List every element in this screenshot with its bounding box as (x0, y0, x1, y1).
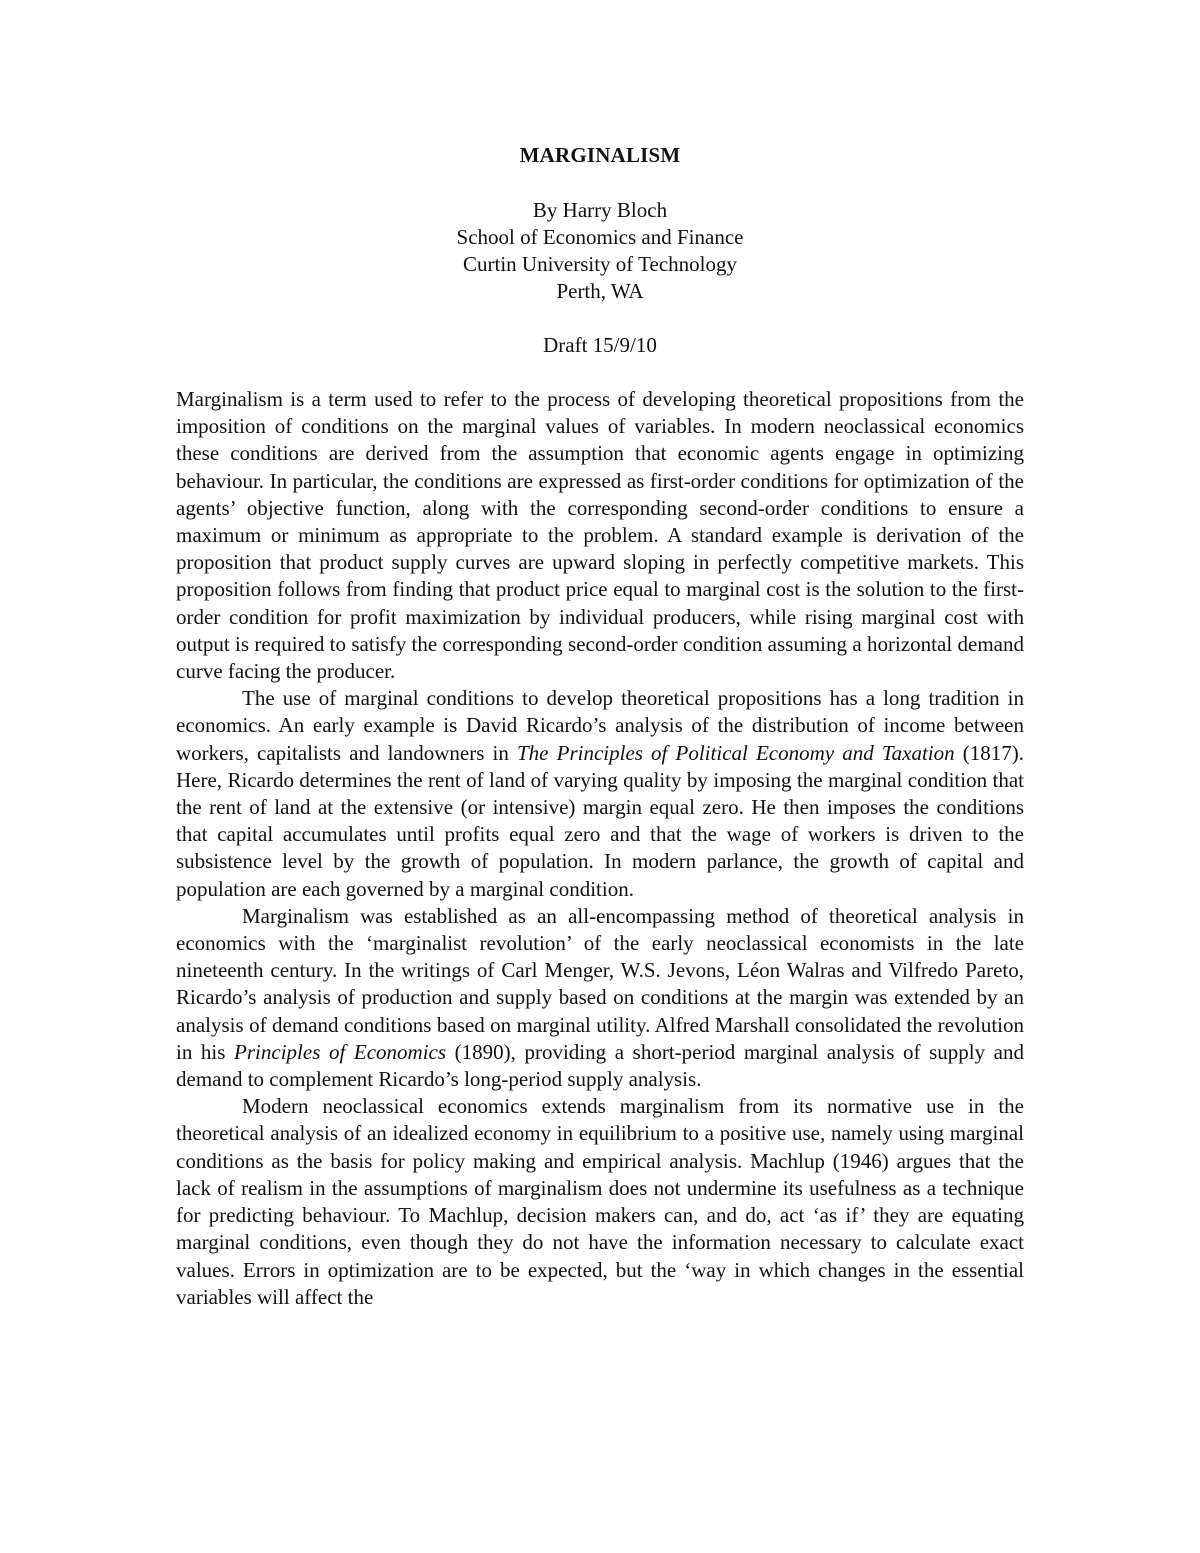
document-body (176, 386, 1024, 1311)
author-name: By Harry Bloch (532, 198, 668, 222)
paragraph-3 (176, 903, 1024, 1093)
paragraph-3-text-a: Marginalism was established as an all-encompassing method of theoretical analysis in economics with the ‘marginalist revolution’ of the early neoclassical economists in the late nineteenth century. In the writings of Carl Menger, W.S. Jevons, Léon Walras and Vilfredo Pareto, Ricardo’s analysis of production and supply based on conditions at the margin was extended by an analysis of demand conditions based on marginal utility. Alfred Marshall consolidated the revolution in his (176, 903, 1024, 1064)
affiliation-university: Curtin University of Technology (462, 252, 738, 276)
draft-date: Draft 15/9/10 (543, 333, 657, 357)
author-block (176, 197, 1024, 305)
paragraph-3-text-b: (1890), providing a short-period marginal analysis of supply and demand to complement Ricardo’s long-period supply analysis. (176, 1039, 1025, 1092)
paragraph-2 (176, 685, 1024, 903)
affiliation-school: School of Economics and Finance (456, 225, 744, 249)
document-title: MARGINALISM (519, 143, 681, 167)
paragraph-2-text-a: The use of marginal conditions to develop theoretical propositions has a long tradition in economics. An early example is David Ricardo’s analysis of the distribution of income between workers, capitalists and landowners in (176, 686, 1024, 765)
paragraph-1: Marginalism is a term used to refer to the process of developing theoretical propositions from the imposition of conditions on the marginal values of variables. In modern neoclassical economics these conditions are derived from the assumption that economic agents engage in optimizing behaviour. In particular, the conditions are expressed as first-order conditions for optimization of the agents’ objective function, along with the corresponding second-order conditions to ensure a maximum or minimum as appropriate to the problem. A standard example is derivation of the proposition that product supply curves are upward sloping in perfectly competitive markets. This proposition follows from finding that product price equal to marginal cost is the solution to the first-order condition for profit maximization by individual producers, while rising marginal cost with output is required to satisfy the corresponding second-order condition assuming a horizontal demand curve facing the producer. (176, 387, 1024, 684)
book-title-marshall: Principles of Economics (234, 1039, 447, 1064)
document-page (176, 140, 1024, 1311)
paragraph-4: Modern neoclassical economics extends marginalism from its normative use in the theoretical analysis of an idealized economy in equilibrium to a positive use, namely using marginal conditions as the basis for policy making and empirical analysis. Machlup (1946) argues that the lack of realism in the assumptions of marginalism does not undermine its usefulness as a technique for predicting behaviour. To Machlup, decision makers can, and do, act ‘as if’ they are equating marginal conditions, even though they do not have the information necessary to calculate exact values. Errors in optimization are to be expected, but the ‘way in which changes in the essential variables will affect the (176, 1094, 1024, 1309)
paragraph-2-text-b: (1817). Here, Ricardo determines the rent of land of varying quality by imposing the marginal condition that the rent of land at the extensive (or intensive) margin equal zero. He then imposes the conditions that capital accumulates until profits equal zero and that the wage of workers is driven to the subsistence level by the growth of population. In modern parlance, the growth of capital and population are each governed by a marginal condition. (176, 740, 1024, 901)
book-title-ricardo: The Principles of Political Economy and Taxation (516, 740, 955, 765)
affiliation-location: Perth, WA (556, 279, 644, 303)
